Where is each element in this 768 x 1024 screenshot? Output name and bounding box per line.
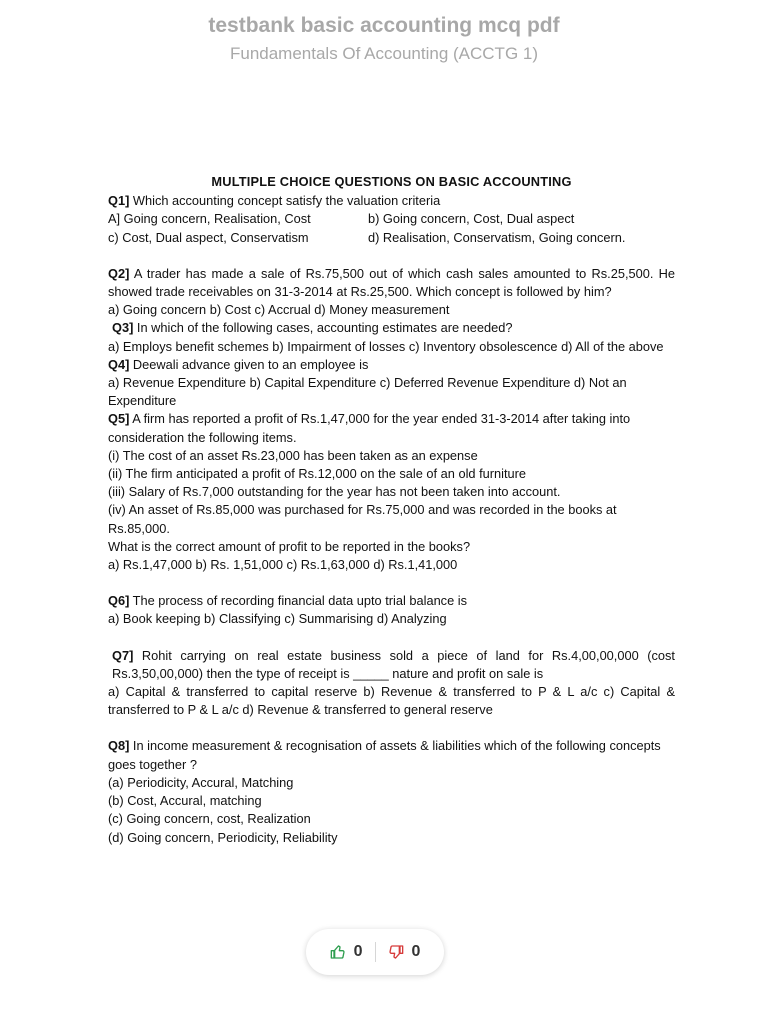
question-2-options: a) Going concern b) Cost c) Accrual d) Money measurement — [108, 302, 450, 318]
question-5-prompt: What is the correct amount of profit to be reported in the books? — [108, 538, 471, 554]
question-6-options: a) Book keeping b) Classifying c) Summarising d) Analyzing — [108, 611, 447, 627]
option-text: (d) Going concern, Periodicity, Reliability — [108, 829, 338, 845]
question-5-item-4: (iv) An asset of Rs.85,000 was purchased for Rs.75,000 and was recorded in the books at Rs.85,000. — [108, 502, 617, 536]
question-text: Rohit carrying on real estate business sold a piece of land for Rs.4,00,00,000 (cost Rs.3,50,00,000) then the type of receipt is _____ nature and profit on sale is — [112, 647, 675, 681]
question-label: Q3] — [112, 320, 134, 336]
question-7 — [108, 647, 675, 683]
vote-divider — [375, 942, 376, 962]
question-label: Q4] — [108, 356, 130, 372]
question-label: Q7] — [112, 647, 134, 663]
option-text: (c) Going concern, cost, Realization — [108, 811, 311, 827]
question-2 — [108, 265, 675, 301]
question-5-options: a) Rs.1,47,000 b) Rs. 1,51,000 c) Rs.1,63,000 d) Rs.1,41,000 — [108, 557, 458, 573]
document-header — [0, 12, 768, 66]
question-5 — [108, 410, 675, 446]
question-label: Q1] — [108, 193, 130, 209]
question-label: Q8] — [108, 738, 130, 754]
question-label: Q5] — [108, 411, 130, 427]
question-text: The process of recording financial data upto trial balance is — [129, 593, 467, 609]
question-5-item-1: (i) The cost of an asset Rs.23,000 has been taken as an expense — [108, 447, 478, 463]
thumbs-up-icon — [330, 944, 346, 960]
question-text: Deewali advance given to an employee is — [129, 356, 369, 372]
document-page — [108, 173, 675, 847]
question-5-item-2: (ii) The firm anticipated a profit of Rs.12,000 on the sale of an old furniture — [108, 466, 527, 482]
course-subtitle: Fundamentals Of Accounting (ACCTG 1) — [229, 44, 539, 63]
question-3 — [108, 319, 675, 337]
question-1 — [108, 192, 675, 210]
question-text: In income measurement & recognisation of assets & liabilities which of the following concepts goes together ? — [108, 738, 661, 772]
question-3-options: a) Employs benefit schemes b) Impairment of losses c) Inventory obsolescence d) All of the above — [108, 338, 664, 354]
question-7-options: a) Capital & transferred to capital reserve b) Revenue & transferred to P & L a/c c) Capital & transferred to P & L a/c d) Revenue & transferred to general reserve — [108, 684, 675, 718]
question-5-item-3: (iii) Salary of Rs.7,000 outstanding for the year has not been taken into account. — [108, 484, 561, 500]
question-1-options-row1 — [108, 210, 675, 228]
option-text: c) Cost, Dual aspect, Conservatism — [108, 229, 309, 245]
section-heading: MULTIPLE CHOICE QUESTIONS ON BASIC ACCOUNTING — [211, 174, 572, 189]
thumbs-down-icon — [388, 944, 404, 960]
question-text: A trader has made a sale of Rs.75,500 out of which cash sales amounted to Rs.25,500. He showed trade receivables on 31-3-2014 at Rs.25,500. Which concept is followed by him? — [108, 265, 675, 300]
question-8 — [108, 737, 675, 773]
document-title: testbank basic accounting mcq pdf — [208, 14, 560, 37]
question-6 — [108, 592, 675, 610]
option-text: A] Going concern, Realisation, Cost — [108, 211, 311, 227]
rating-widget — [306, 929, 444, 975]
question-1-options-row2 — [108, 229, 675, 247]
upvote-count: 0 — [353, 943, 363, 960]
question-text: A firm has reported a profit of Rs.1,47,000 for the year ended 31-3-2014 after taking into consideration the following items. — [108, 411, 631, 445]
question-text: Which accounting concept satisfy the valuation criteria — [129, 193, 441, 209]
option-text: (a) Periodicity, Accural, Matching — [108, 774, 294, 790]
option-text: b) Going concern, Cost, Dual aspect — [368, 211, 575, 227]
downvote-count: 0 — [411, 943, 421, 960]
question-text: In which of the following cases, accounting estimates are needed? — [133, 320, 513, 336]
question-label: Q6] — [108, 593, 130, 609]
question-4-options: a) Revenue Expenditure b) Capital Expenditure c) Deferred Revenue Expenditure d) Not an Expenditure — [108, 375, 627, 409]
downvote-button[interactable] — [388, 943, 421, 961]
question-label: Q2] — [108, 265, 130, 281]
option-text: d) Realisation, Conservatism, Going concern. — [368, 229, 626, 245]
upvote-button[interactable] — [330, 943, 363, 961]
question-4 — [108, 356, 675, 374]
option-text: (b) Cost, Accural, matching — [108, 793, 262, 809]
